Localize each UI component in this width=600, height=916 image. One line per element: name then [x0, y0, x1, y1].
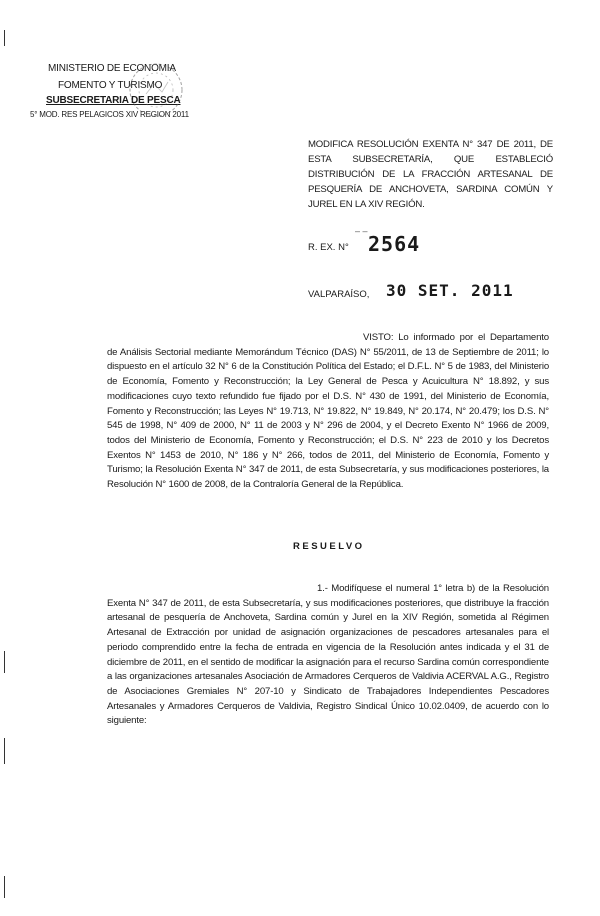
letterhead-ministry-cont: FOMENTO Y TURISMO — [58, 80, 163, 91]
handwritten-mark: – – — [355, 226, 368, 236]
letterhead-subsecretaria: SUBSECRETARIA DE PESCA — [46, 95, 181, 106]
visto-paragraph: VISTO: Lo informado por el Departamento de Análisis Sectorial mediante Memorándum Técnico (DAS) N° 55/2011, de 13 de Septiembre de 2011; lo dispuesto en el artículo 32 N° 6 de la Constitución Política del Estado; el D.F.L. N° 5 de 1983, del Ministerio de Economía, Fomento y Reconstrucción; la Ley General de Pesca y Acuicultura N° 18.892, y sus modificaciones cuyo texto refundido fue fijado por el D.S. N° 430 de 1991, del Ministerio de Economía, Fomento y Reconstrucción; las Leyes N° 19.713, N° 19.822, N° 19.849, N° 20.174, N° 20.479; los D.S. N° 545 de 1998, N° 409 de 2000, N° 11 de 2003 y N° 296 de 2004, y el Decreto Exento N° 1966 de 2009, todos del Ministerio de Economía, Fomento y Reconstrucción; el D.S. N° 223 de 2010 y los Decretos Exentos N° 1453 de 2010, N° 186 y N° 266, todos de 2011, del Ministerio de Economía, Fomento y Turismo; la Resolución Exenta N° 347 de 2011, de esta Subsecretaría, y sus modificaciones posteriores, la Resolución N° 1600 de 2008, de la Contraloría General de la República. — [107, 332, 549, 491]
resolution-number: 2564 — [368, 232, 421, 256]
scan-margin-mark — [4, 651, 5, 673]
resolution-subject: MODIFICA RESOLUCIÓN EXENTA N° 347 DE 2011, DE ESTA SUBSECRETARÍA, QUE ESTABLECIÓ DISTRIBUCIÓN DE LA FRACCIÓN ARTESANAL DE PESQUERÍA DE ANCHOVETA, SARDINA COMÚN Y JUREL EN LA XIV REGIÓN. — [308, 139, 553, 210]
date-stamp: 30 SET. 2011 — [386, 281, 514, 300]
scan-margin-mark — [4, 30, 5, 46]
resolution-number-label: R. EX. N° — [308, 242, 349, 253]
scan-margin-mark — [4, 738, 5, 764]
article-one-paragraph: 1.- Modifíquese el numeral 1° letra b) de la Resolución Exenta N° 347 de 2011, de esta Subsecretaría, y sus modificaciones posteriores, que distribuye la fracción artesanal de pesquería de Anchoveta, Sardina común y Jurel en la XIV Región, sometida al Régimen Artesanal de Extracción por unidad de asignación organizaciones de pescadores artesanales para el periodo comprendido entre la fecha de entrada en vigencia de la Resolución antes indicada y el 31 de diciembre de 2011, en el sentido de modificar la asignación para el recurso Sardina común correspondiente a las organizaciones artesanales Asociación de Armadores Cerqueros de Valdivia ACERVAL A.G., Registro de Asociaciones Gremiales N° 207-10 y Sindicato de Trabajadores Independientes Pescadores Artesanales y Armadores Cerqueros de Valdivia, Registro Sindical Único 10.02.0409, de acuerdo con lo siguiente: — [107, 583, 549, 727]
place-label: VALPARAÍSO, — [308, 289, 370, 300]
letterhead-ministry: MINISTERIO DE ECONOMIA — [48, 63, 176, 74]
scan-margin-mark — [4, 876, 5, 898]
resuelvo-heading: RESUELVO — [293, 541, 365, 552]
letterhead-file-ref: 5° MOD. RES PELAGICOS XIV REGION 2011 — [30, 110, 189, 119]
official-seal-icon — [126, 60, 186, 120]
